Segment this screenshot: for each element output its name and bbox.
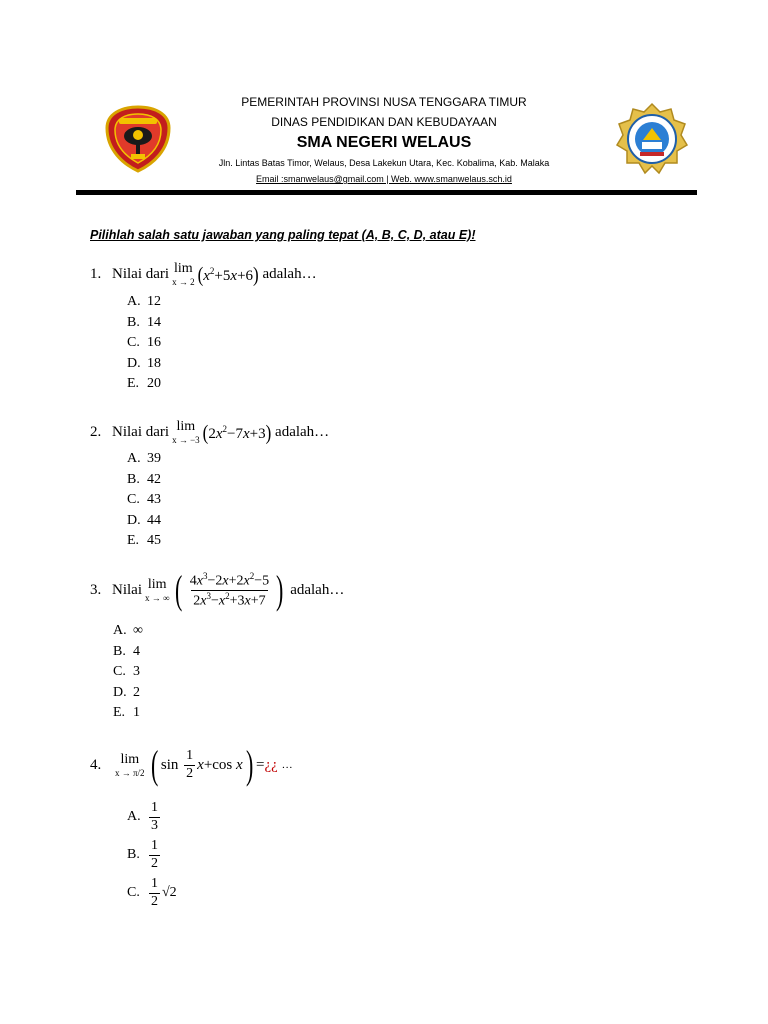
- question-number: 3.: [90, 581, 102, 598]
- header-department: DINAS PENDIDIKAN DAN KEBUDAYAAN: [271, 115, 497, 129]
- option-d[interactable]: D. 2: [113, 684, 140, 700]
- question-suffix: adalah…: [275, 424, 330, 440]
- option-e[interactable]: E. 1: [113, 705, 140, 720]
- option-a[interactable]: A. 39: [127, 451, 161, 466]
- school-name: SMA NEGERI WELAUS: [296, 134, 472, 151]
- limit-operator: lim x → π/2: [115, 751, 145, 778]
- question-number: 4.: [90, 756, 102, 773]
- option-a[interactable]: A. 12: [127, 294, 161, 309]
- option-c[interactable]: C. $\frac{1}{2}$ √2: [127, 876, 177, 909]
- option-b[interactable]: B. $\frac{1}{2}$: [127, 838, 158, 871]
- limit-expression: $(2x^2-7x+3)$: [202, 420, 272, 444]
- limit-operator: lim x → 2: [172, 261, 195, 287]
- option-a[interactable]: A. $\frac{1}{3}$: [127, 800, 158, 833]
- question-1: [90, 262, 317, 287]
- question-marker: ¿¿: [264, 756, 278, 773]
- option-b[interactable]: B. 14: [127, 314, 161, 330]
- question-prefix: Nilai: [112, 581, 142, 598]
- option-c[interactable]: C. 43: [127, 492, 161, 507]
- option-e[interactable]: E. 45: [127, 533, 161, 548]
- header-province: PEMERINTAH PROVINSI NUSA TENGGARA TIMUR: [241, 95, 527, 109]
- question-2: [90, 420, 329, 445]
- options-2: [127, 449, 161, 552]
- question-4: 4. lim x → π/2 ( sin $\frac{1}{2}$ x +cos x ) = ¿¿ …: [90, 742, 293, 787]
- limit-fraction: $\frac{4x^3-2x+2x^2-5}{2x^3-x^2+3x+7}$: [189, 570, 270, 609]
- question-suffix: adalah…: [262, 266, 317, 282]
- option-d[interactable]: D. 18: [127, 355, 161, 371]
- question-suffix: adalah…: [290, 581, 345, 598]
- option-e[interactable]: E. 20: [127, 376, 161, 391]
- question-suffix: …: [281, 759, 293, 771]
- header-divider: [76, 190, 697, 195]
- question-3: 3. Nilai lim x → ∞ ( $\frac{4x^3-2x+2x^2-5}{2x^3-x^2+3x+7}$ ) adalah…: [90, 567, 345, 612]
- option-c[interactable]: C. 3: [113, 664, 140, 679]
- limit-expression: $(x^2+5x+6)$: [197, 262, 259, 286]
- question-number: 1.: [90, 266, 102, 282]
- question-prefix: Nilai dari: [112, 424, 170, 440]
- school-contact: Email :smanwelaus@gmail.com | Web. www.smanwelaus.sch.id: [256, 174, 512, 184]
- option-d[interactable]: D. 44: [127, 512, 161, 528]
- question-number: 2.: [90, 424, 102, 440]
- option-c[interactable]: C. 16: [127, 335, 161, 350]
- options-3: [113, 621, 143, 724]
- school-address: Jln. Lintas Batas Timor, Welaus, Desa Lakekun Utara, Kec. Kobalima, Kab. Malaka: [218, 158, 550, 168]
- options-1: [127, 292, 161, 395]
- option-a[interactable]: A. ∞: [113, 623, 143, 638]
- option-b[interactable]: B. 4: [113, 643, 140, 659]
- limit-expression: sin $\frac{1}{2}$ x +cos x: [160, 748, 243, 781]
- options-4: [127, 798, 177, 912]
- limit-operator: lim x → −3: [172, 419, 200, 445]
- instruction: Pilihlah salah satu jawaban yang paling tepat (A, B, C, D, atau E)!: [90, 228, 476, 242]
- option-b[interactable]: B. 42: [127, 471, 161, 487]
- limit-operator: lim x → ∞: [145, 576, 170, 603]
- question-prefix: Nilai dari: [112, 266, 170, 282]
